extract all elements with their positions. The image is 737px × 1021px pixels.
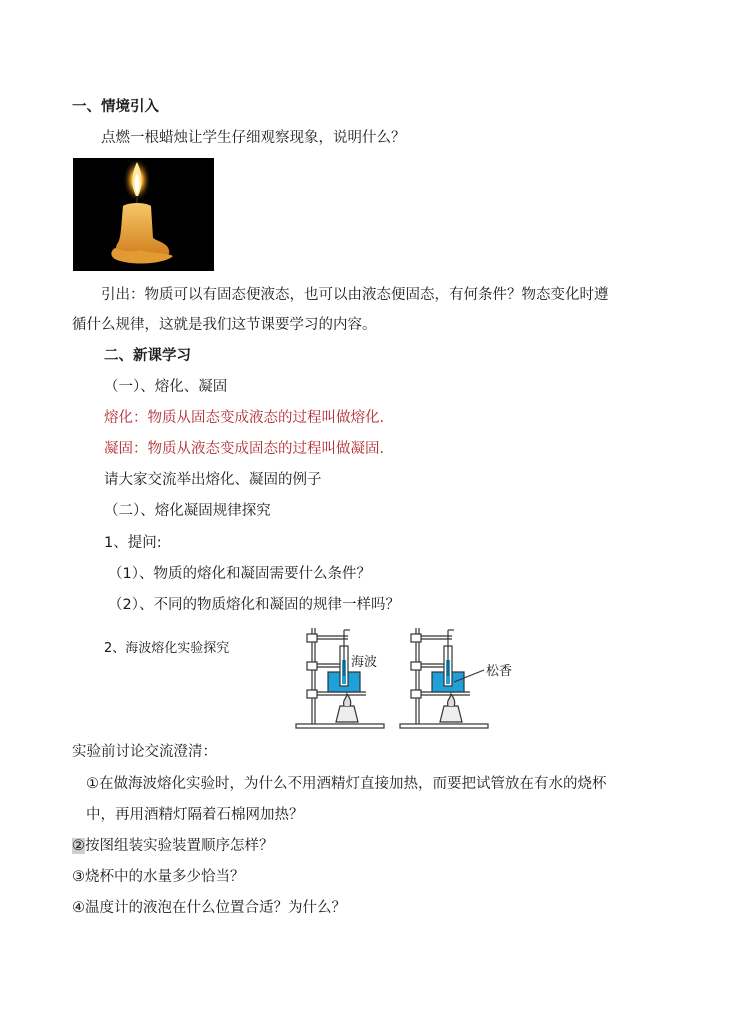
section-heading-1: 一、情境引入 [72, 99, 159, 115]
discussion-item-4: ④温度计的液泡在什么位置合适？为什么？ [72, 900, 346, 916]
lead-text-line1: 引出：物质可以有固态便液态，也可以由液态便固态，有何条件？物态变化时遵 [101, 287, 609, 303]
candle-image [73, 158, 214, 271]
subsection-melting: （一）、熔化、凝固 [104, 379, 228, 395]
discussion-item-2 [72, 836, 274, 856]
ask-label: 1、提问: [104, 535, 162, 551]
apparatus-diagram-1 [292, 626, 388, 734]
discussion-item-3: ③烧杯中的水量多少恰当？ [72, 869, 245, 885]
question-2: （2）、不同的物质熔化和凝固的规律一样吗？ [108, 597, 400, 613]
question-1: （1）、物质的熔化和凝固需要什么条件？ [108, 566, 371, 582]
discussion-item-1-line2: 中，再用酒精灯隔着石棉网加热？ [86, 807, 304, 823]
lead-text-line2: 循什么规律，这就是我们这节课要学习的内容。 [72, 317, 377, 333]
apparatus-diagram-2 [396, 626, 492, 734]
discussion-title: 实验前讨论交流澄清： [72, 744, 217, 760]
definition-solidification: 凝固：物质从液态变成固态的过程叫做凝固. [104, 441, 385, 457]
discussion-item-2-text: 按图组装实验装置顺序怎样？ [85, 838, 274, 854]
subsection-law: （二）、熔化凝固规律探究 [104, 503, 271, 519]
definition-melting: 熔化：物质从固态变成液态的过程叫做熔化. [104, 410, 385, 426]
experiment-title: 2、海波熔化实验探究 [104, 641, 230, 656]
label-rosin: 松香 [486, 664, 513, 679]
discussion-item-2-mark: ② [72, 838, 85, 854]
candle-question: 点燃一根蜡烛让学生仔细观察现象，说明什么？ [101, 130, 406, 146]
section-heading-2: 二、新课学习 [104, 348, 191, 364]
discussion-item-1-line1: ①在做海波熔化实验时，为什么不用酒精灯直接加热，而要把试管放在有水的烧杯 [86, 776, 607, 792]
exchange-prompt: 请大家交流举出熔化、凝固的例子 [104, 472, 322, 488]
label-hypo: 海波 [351, 655, 378, 670]
